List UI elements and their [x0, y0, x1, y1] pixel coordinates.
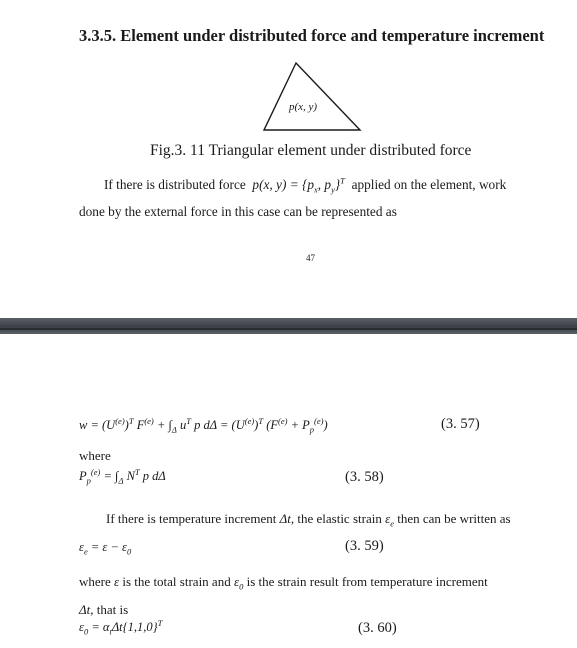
equation-number: (3. 58): [345, 469, 384, 485]
paragraph-line-1: [104, 177, 506, 193]
equation-number: (3. 57): [441, 416, 480, 432]
where-strain-line: [79, 574, 488, 590]
para-text: If there is distributed force: [104, 177, 246, 192]
figure-caption: Fig.3. 11 Triangular element under distributed force: [150, 142, 472, 159]
para-text: If there is temperature increment: [106, 511, 277, 526]
section-heading: 3.3.5. Element under distributed force and temperature increment: [79, 26, 545, 45]
equation-3-57: $w = (U^{(e)})^T$ $F^{(e)} + \int_\Delta$ $u^T$ p $d\Delta = (U^{(e)})^T$ $(F^{(e)} + P_p^{(e)})$: [79, 415, 328, 435]
force-expression: p(x, $y) = \{p_x$, $p_y\}^T$: [249, 175, 345, 195]
equation-3-60: $\varepsilon_0 = \alpha_t\Delta t\{1,1,0\}^T$: [79, 617, 163, 637]
equation-3-59: $\varepsilon_e = \varepsilon - \varepsilon_0$: [79, 540, 132, 557]
para-text: applied on the element, work: [351, 177, 507, 192]
triangle-shape: [264, 63, 360, 130]
paragraph-line-2: done by the external force in this case can be represented as: [79, 204, 397, 219]
para-text: is the strain result from temperature increment: [246, 574, 488, 589]
that-is-line: [79, 602, 128, 618]
document-page-top: [0, 0, 577, 318]
page-separator: [0, 318, 577, 334]
thermal-strain-symbol: $\varepsilon_0$: [233, 574, 244, 592]
delta-t: Δt: [79, 602, 91, 617]
document-page-bottom: [0, 334, 577, 648]
equation-number: (3. 59): [345, 538, 384, 554]
para-text: , that is: [90, 602, 129, 617]
figure-label: p(x, y): [289, 101, 318, 113]
page-number: 47: [306, 253, 315, 263]
elastic-strain-symbol: $\varepsilon_e$: [385, 511, 394, 529]
equation-3-58: $P_p^{(e)} = \int_\Delta$ $N^T$ p dΔ: [79, 466, 166, 486]
delta-t: Δt: [279, 511, 291, 526]
equation-number: (3. 60): [358, 620, 397, 636]
total-strain-symbol: ε: [114, 574, 120, 589]
para-text: then can be written as: [397, 511, 511, 526]
triangle-figure: [262, 62, 362, 134]
where-label: where: [79, 448, 111, 463]
para-text: is the total strain and: [122, 574, 231, 589]
para-text: , the elastic strain: [290, 511, 382, 526]
para-text: where: [79, 574, 111, 589]
temperature-line: [106, 511, 511, 527]
